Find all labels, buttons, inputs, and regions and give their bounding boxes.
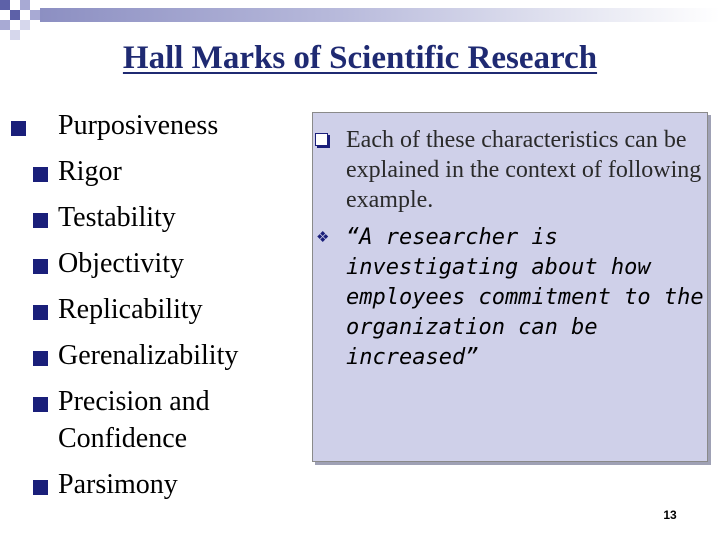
hollow-square-bullet-icon — [315, 133, 328, 146]
list-item-label: Rigor — [58, 156, 122, 187]
slide-title — [0, 38, 720, 78]
decorative-top-bar — [40, 8, 720, 22]
list-item — [0, 199, 300, 236]
list-item-label: Gerenalizability — [58, 340, 239, 371]
diamond-star-bullet-icon: ❖ — [316, 230, 330, 246]
list-item-label: Testability — [58, 202, 176, 233]
example-quote-text: “A researcher is investigating about how employees commitment to the organization can be increased” — [346, 225, 704, 370]
list-item — [0, 245, 300, 282]
slide-title-text: Hall Marks of Scientific Research — [122, 40, 598, 76]
square-bullet-icon — [33, 259, 48, 274]
list-item — [0, 466, 300, 503]
list-item-label: Parsimony — [58, 469, 178, 500]
square-bullet-icon — [33, 397, 48, 412]
square-bullet-icon — [33, 167, 48, 182]
list-item — [0, 337, 300, 374]
square-bullet-icon — [33, 213, 48, 228]
square-bullet-icon — [33, 305, 48, 320]
list-item-label: Precision and Confidence — [58, 386, 210, 454]
list-item — [0, 383, 300, 457]
square-bullet-icon — [33, 480, 48, 495]
page-number: 13 — [663, 508, 677, 522]
example-box — [312, 112, 708, 462]
square-bullet-icon — [11, 121, 26, 136]
list-item-label: Replicability — [58, 294, 203, 325]
list-item — [0, 107, 300, 144]
list-item-label: Objectivity — [58, 248, 184, 279]
example-intro-text: Each of these characteristics can be explained in the context of following example. — [346, 127, 702, 213]
hallmarks-list — [0, 107, 300, 503]
square-bullet-icon — [33, 351, 48, 366]
list-item — [0, 153, 300, 190]
list-item — [0, 291, 300, 328]
list-item-label: Purposiveness — [58, 110, 219, 141]
